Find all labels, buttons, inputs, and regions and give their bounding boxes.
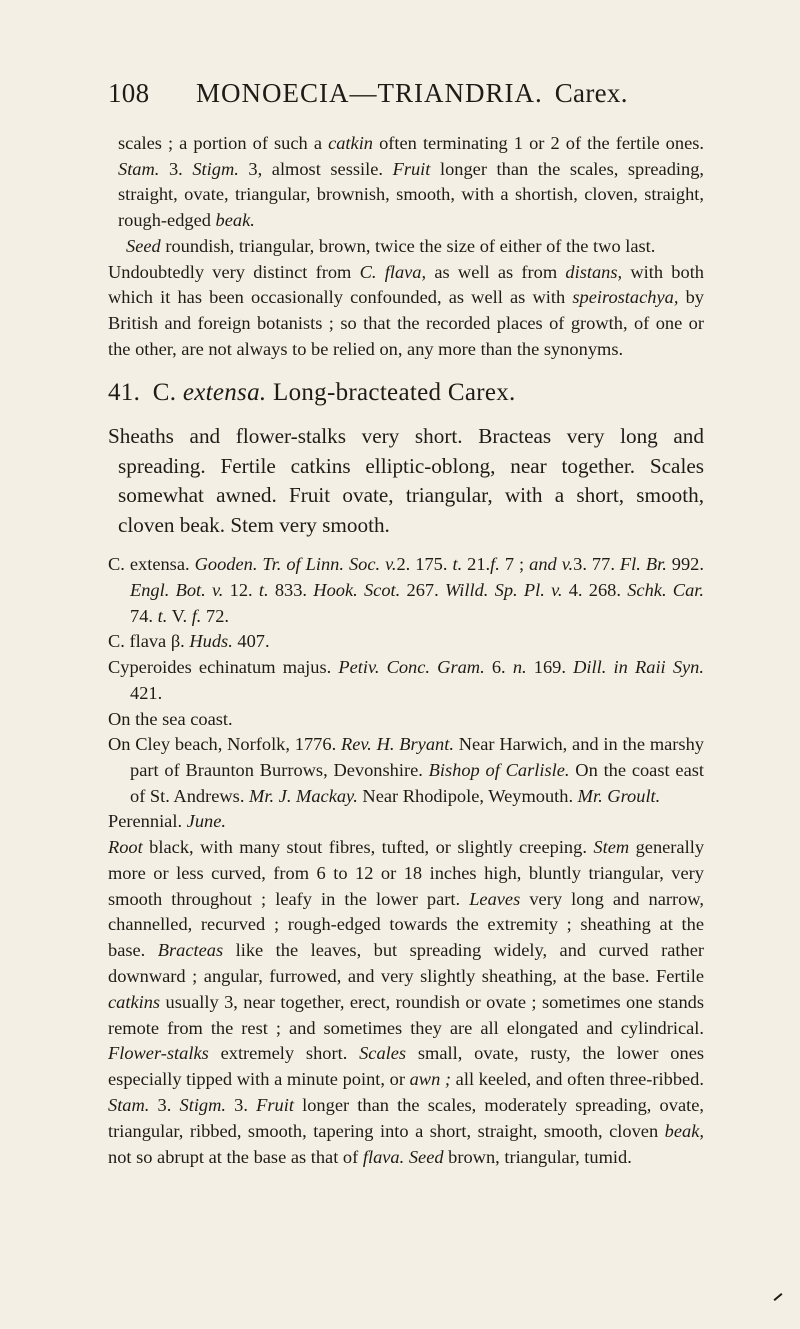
italic-run: beak, [664, 1120, 704, 1141]
synonym-entry [108, 552, 704, 629]
text-run: brown, triangular, tumid. [443, 1146, 632, 1167]
text-run: 72. [201, 605, 229, 626]
synonym-list [108, 552, 704, 706]
italic-run: Engl. Bot. v. [130, 580, 224, 601]
italic-run: Willd. Sp. Pl. v. [444, 580, 563, 601]
text-run: Perennial. [108, 811, 187, 832]
text-run: Near Harwich, and in the marshy part of Braunton Burrows, Devonshire. [130, 734, 704, 780]
text-run: 169. [526, 657, 574, 678]
text-run: C. extensa. [108, 554, 195, 575]
text-run: 4. 268. [562, 580, 628, 601]
species-common-name: Long-bracteated Carex. [273, 379, 516, 407]
text-run: usually 3, near together, erect, roundish or ovate ; sometimes one stands remote from the rest ; and sometimes they are all elongated and cylindrical. [108, 991, 704, 1038]
text-run: V. [167, 605, 192, 626]
continued-paragraph-remarks [108, 260, 704, 363]
italic-run: and v. [529, 554, 574, 575]
italic-run: speirostachya, [572, 287, 679, 308]
text-run: generally more or less curved, from 6 to 12 or 18 inches high, bluntly triangular, very smooth throughout ; leafy in the lower part. [108, 837, 705, 909]
text-run: 3. [149, 1095, 180, 1116]
italic-run: beak. [215, 210, 255, 231]
italic-run: Stigm. [179, 1095, 227, 1116]
species-heading [108, 379, 704, 407]
continued-paragraph-1 [108, 131, 704, 234]
italic-run: Root [108, 837, 143, 858]
italic-run: Bracteas [157, 940, 224, 961]
text-run: scales ; a portion of such a [118, 133, 329, 153]
italic-run: flava. [362, 1146, 405, 1167]
italic-run: Mr. Groult. [577, 785, 661, 806]
locality-entry [108, 732, 704, 809]
italic-run: t. [452, 554, 463, 575]
italic-run: t. [258, 580, 269, 601]
text-run: 992. [666, 554, 704, 575]
text-run: 2. 175. [396, 554, 453, 575]
species-number: 41. [108, 379, 141, 407]
text-run: all keeled, and often three-ribbed. [451, 1069, 704, 1090]
italic-run: Bishop of Carlisle. [428, 759, 570, 780]
text-run: by British and foreign botanists ; so that the recorded places of growth, of one or the other, are not always to be relied on, any more than the synonyms. [108, 287, 704, 359]
text-run: Near Rhodipole, Weymouth. [357, 785, 578, 806]
italic-run: Hook. Scot. [313, 580, 401, 601]
text-run: 267. [400, 580, 445, 601]
italic-run: catkin [328, 133, 373, 153]
italic-run: awn ; [409, 1069, 452, 1090]
species-genus: C. [152, 379, 177, 407]
italic-run: Fl. Br. [619, 554, 667, 575]
text-run: 74. [130, 605, 158, 626]
italic-run: f. [191, 605, 202, 626]
text-run: Undoubtedly very distinct from [108, 261, 360, 282]
text-run: often terminating 1 or 2 of the fertile ones. [373, 133, 704, 153]
page-number: 108 [108, 78, 150, 108]
text-run: 421. [130, 682, 163, 703]
text-run: On Cley beach, Norfolk, 1776. [108, 734, 341, 755]
italic-run: Seed [126, 235, 161, 256]
text-run: not so abrupt at the base as that of [108, 1146, 363, 1167]
locality-list [108, 707, 704, 836]
species-description [108, 835, 704, 1170]
italic-run: Dill. in Raii Syn. [573, 657, 704, 678]
italic-run: Stam. [108, 1095, 150, 1116]
text-run: like the leaves, but spreading widely, and curved rather downward ; angular, furrowed, and very slightly sheathing, at the base. Fertile [108, 940, 704, 987]
synonym-entry [108, 629, 704, 655]
species-diagnosis: Sheaths and flower-stalks very short. Bracteas very long and spreading. Fertile catkins elliptic-oblong, near together. Scales somewhat awned. Fruit ovate, triangular, with a short, smooth, cloven beak. Stem very smooth. [108, 424, 704, 537]
text-run: On the coast east of St. Andrews. [130, 759, 704, 806]
text-run: On the sea coast. [108, 708, 233, 729]
continued-paragraph-seed [108, 234, 704, 260]
text-run: roundish, triangular, brown, twice the size of either of the two last. [160, 235, 656, 256]
text-run: 407. [232, 631, 270, 652]
text-run: 3. [159, 158, 193, 179]
running-header [108, 78, 704, 109]
text-run: 833. [268, 580, 314, 601]
italic-run: Mr. J. Mackay. [249, 785, 358, 806]
text-run: 6. [484, 657, 513, 678]
italic-run: Fruit [392, 158, 431, 179]
running-genus: Carex. [554, 78, 628, 108]
italic-run: Fruit [256, 1095, 294, 1116]
duration-flowering [108, 809, 704, 835]
synonym-entry [108, 655, 704, 706]
italic-run: Seed [408, 1146, 444, 1167]
italic-run: Schk. Car. [627, 580, 704, 601]
text-run: 7 ; [499, 554, 530, 575]
italic-run: f. [490, 554, 500, 575]
italic-run: June. [186, 811, 226, 832]
text-run: 3, almost sessile. [238, 158, 393, 179]
italic-run: distans, [565, 261, 623, 282]
text-run: black, with many stout fibres, tufted, or slightly creeping. [142, 837, 594, 858]
text-run: Cyperoides echinatum majus. [108, 657, 339, 678]
italic-run: Stem [593, 837, 630, 858]
corner-pencil-mark [774, 1293, 783, 1301]
italic-run: t. [157, 605, 168, 626]
italic-run: C. flava, [359, 261, 427, 282]
text-run: 12. [223, 580, 259, 601]
italic-run: catkins [108, 991, 161, 1012]
text-run: very long and narrow, channelled, recurved ; rough-edged towards the extremity ; sheathing at the base. [108, 888, 704, 961]
italic-run: Leaves [469, 888, 521, 909]
italic-run: n. [512, 657, 527, 678]
text-run: 3. [226, 1095, 257, 1116]
text-run: 3. 77. [573, 554, 620, 575]
italic-run: Gooden. Tr. of Linn. Soc. v. [194, 554, 397, 575]
habitat-line [108, 707, 704, 733]
italic-run: Petiv. Conc. Gram. [338, 657, 485, 678]
text-run: small, ovate, rusty, the lower ones especially tipped with a minute point, or [108, 1043, 705, 1090]
italic-run: Flower-stalks [108, 1043, 209, 1064]
species-epithet: extensa. [182, 379, 267, 407]
italic-run: Stam. [118, 158, 160, 179]
text-run: 21. [462, 554, 491, 575]
text-run: with both which it has been occasionally confounded, as well as with [108, 261, 704, 308]
text-run: longer than the scales, moderately spreading, ovate, triangular, ribbed, smooth, tapering into a short, straight, smooth, cloven [108, 1095, 704, 1141]
text-run: extremely short. [208, 1043, 360, 1064]
italic-run: Stigm. [192, 158, 239, 179]
running-title: MONOECIA—TRIANDRIA. [196, 78, 543, 108]
italic-run: Scales [359, 1043, 407, 1064]
italic-run: Rev. H. Bryant. [340, 734, 454, 755]
text-run: longer than the scales, spreading, straight, ovate, triangular, brownish, smooth, with a shortish, cloven, straight, rough-edged [118, 158, 704, 231]
text-run: as well as from [426, 261, 566, 282]
italic-run: Huds. [189, 631, 233, 652]
text-run: C. flava β. [108, 631, 190, 652]
